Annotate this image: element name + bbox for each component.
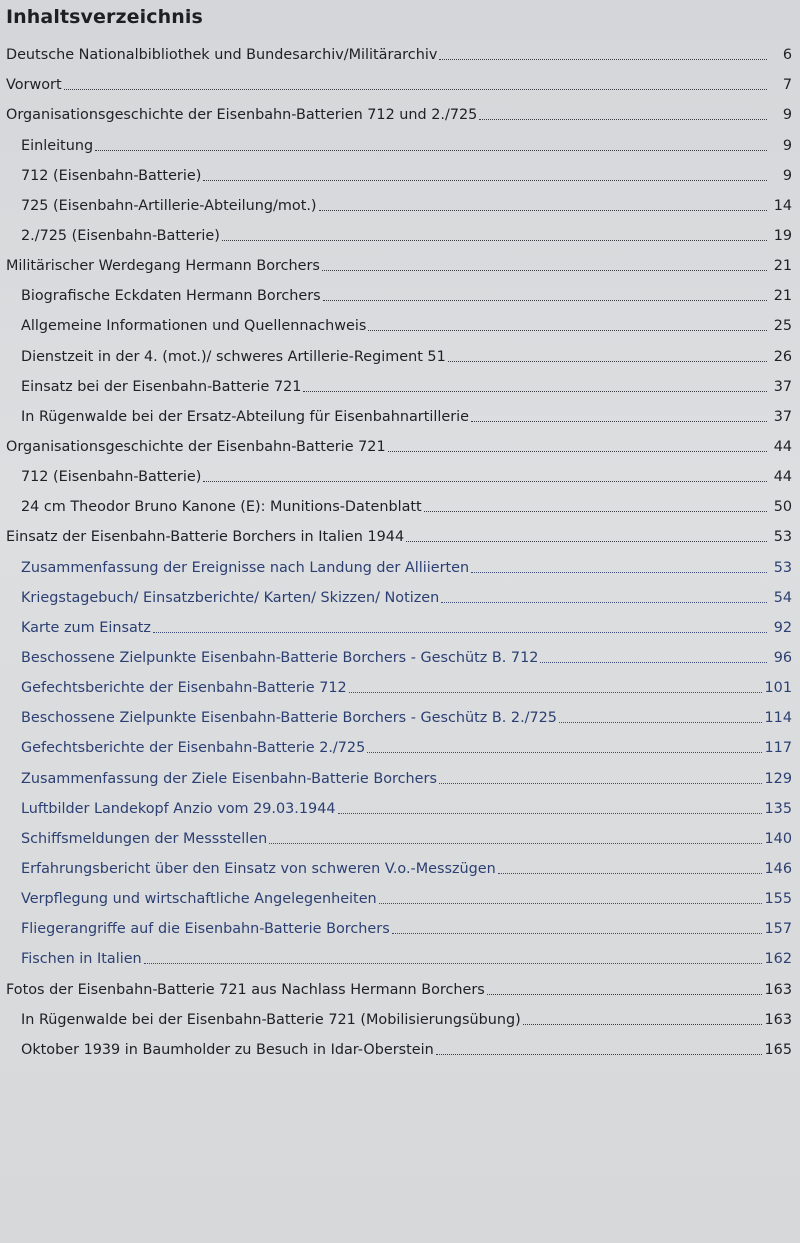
- toc-dot-leader: [303, 391, 767, 392]
- toc-subsection-entry[interactable]: [0, 456, 800, 486]
- toc-subsection-entry[interactable]: [0, 366, 800, 396]
- toc-section-entry[interactable]: [0, 968, 800, 998]
- toc-list: [0, 34, 800, 1059]
- toc-page-number: 44: [773, 469, 792, 486]
- toc-page-number: 140: [764, 830, 792, 847]
- toc-subsection-entry[interactable]: [0, 637, 800, 667]
- toc-entry-title: Einleitung: [21, 137, 94, 154]
- toc-dot-leader: [392, 933, 762, 934]
- toc-entry-title: Zusammenfassung der Ziele Eisenbahn-Batterie Borchers: [21, 770, 437, 787]
- toc-subsection-entry[interactable]: [0, 757, 800, 787]
- toc-page-number: 53: [773, 559, 792, 576]
- toc-subsection-entry[interactable]: [0, 335, 800, 365]
- toc-page-number: 135: [764, 800, 792, 817]
- toc-entry-title: Oktober 1939 in Baumholder zu Besuch in Idar-Oberstein: [21, 1041, 434, 1058]
- toc-subsection-entry[interactable]: [0, 727, 800, 757]
- toc-subsection-entry[interactable]: [0, 124, 800, 154]
- toc-entry-title: Deutsche Nationalbibliothek und Bundesarchiv/Militärarchiv: [6, 47, 438, 64]
- toc-entry-title: 24 cm Theodor Bruno Kanone (E): Munitions-Datenblatt: [21, 499, 422, 516]
- toc-dot-leader: [471, 421, 767, 422]
- toc-subsection-entry[interactable]: [0, 305, 800, 335]
- toc-page-number: 54: [773, 589, 792, 606]
- toc-page-number: 53: [773, 529, 792, 546]
- toc-page-number: 163: [764, 981, 792, 998]
- toc-entry-title: Beschossene Zielpunkte Eisenbahn-Batterie Borchers - Geschütz B. 712: [21, 649, 539, 666]
- toc-entry-title: Karte zum Einsatz: [21, 619, 151, 636]
- toc-dot-leader: [203, 180, 767, 181]
- toc-page-number: 146: [764, 860, 792, 877]
- toc-entry-title: Gefechtsberichte der Eisenbahn-Batterie 712: [21, 680, 347, 697]
- toc-page-number: 165: [764, 1041, 792, 1058]
- toc-entry-title: Kriegstagebuch/ Einsatzberichte/ Karten/ Skizzen/ Notizen: [21, 589, 440, 606]
- toc-entry-title: 712 (Eisenbahn-Batterie): [21, 167, 202, 184]
- toc-dot-leader: [479, 119, 767, 120]
- page-title: Inhaltsverzeichnis: [6, 6, 203, 28]
- toc-page-number: 9: [782, 107, 792, 124]
- toc-entry-title: 725 (Eisenbahn-Artillerie-Abteilung/mot.): [21, 197, 317, 214]
- toc-entry-title: Organisationsgeschichte der Eisenbahn-Batterie 721: [6, 438, 386, 455]
- toc-dot-leader: [269, 843, 761, 844]
- toc-dot-leader: [388, 451, 767, 452]
- toc-dot-leader: [487, 994, 762, 995]
- toc-dot-leader: [349, 692, 762, 693]
- toc-dot-leader: [379, 903, 762, 904]
- toc-entry-title: Zusammenfassung der Ereignisse nach Landung der Alliierten: [21, 559, 470, 576]
- toc-dot-leader: [64, 89, 767, 90]
- toc-entry-title: In Rügenwalde bei der Eisenbahn-Batterie 721 (Mobilisierungsübung): [21, 1011, 521, 1028]
- toc-dot-leader: [203, 481, 767, 482]
- toc-entry-title: In Rügenwalde bei der Ersatz-Abteilung für Eisenbahnartillerie: [21, 408, 469, 425]
- toc-dot-leader: [540, 662, 767, 663]
- toc-dot-leader: [144, 963, 762, 964]
- toc-entry-title: Einsatz bei der Eisenbahn-Batterie 721: [21, 378, 302, 395]
- toc-page-number: 92: [773, 619, 792, 636]
- toc-dot-leader: [95, 150, 767, 151]
- toc-page-number: 155: [764, 891, 792, 908]
- toc-subsection-entry[interactable]: [0, 577, 800, 607]
- toc-page-number: 37: [773, 378, 792, 395]
- toc-page-number: 7: [782, 77, 792, 94]
- toc-page-number: 9: [782, 137, 792, 154]
- toc-entry-title: Militärischer Werdegang Hermann Borchers: [6, 258, 320, 275]
- toc-entry-title: Fliegerangriffe auf die Eisenbahn-Batterie Borchers: [21, 921, 390, 938]
- toc-page-number: 163: [764, 1011, 792, 1028]
- toc-subsection-entry[interactable]: [0, 818, 800, 848]
- toc-page-number: 114: [764, 710, 792, 727]
- toc-dot-leader: [406, 541, 767, 542]
- toc-subsection-entry[interactable]: [0, 848, 800, 878]
- toc-page-number: 21: [773, 288, 792, 305]
- toc-subsection-entry[interactable]: [0, 908, 800, 938]
- toc-entry-title: Einsatz der Eisenbahn-Batterie Borchers in Italien 1944: [6, 529, 405, 546]
- toc-dot-leader: [319, 210, 767, 211]
- toc-section-entry[interactable]: [0, 94, 800, 124]
- toc-entry-title: Biografische Eckdaten Hermann Borchers: [21, 288, 321, 305]
- toc-dot-leader: [424, 511, 767, 512]
- toc-subsection-entry[interactable]: [0, 486, 800, 516]
- toc-dot-leader: [368, 330, 767, 331]
- toc-entry-title: Fischen in Italien: [21, 951, 142, 968]
- toc-dot-leader: [439, 59, 767, 60]
- toc-subsection-entry[interactable]: [0, 1029, 800, 1059]
- toc-subsection-entry[interactable]: [0, 155, 800, 185]
- toc-dot-leader: [367, 752, 761, 753]
- toc-subsection-entry[interactable]: [0, 185, 800, 215]
- toc-page-number: 6: [782, 47, 792, 64]
- toc-subsection-entry[interactable]: [0, 396, 800, 426]
- toc-dot-leader: [153, 632, 767, 633]
- toc-dot-leader: [471, 572, 767, 573]
- toc-subsection-entry[interactable]: [0, 999, 800, 1029]
- toc-entry-title: Allgemeine Informationen und Quellennachweis: [21, 318, 367, 335]
- toc-entry-title: 712 (Eisenbahn-Batterie): [21, 469, 202, 486]
- toc-entry-title: Verpflegung und wirtschaftliche Angelegenheiten: [21, 891, 377, 908]
- toc-dot-leader: [338, 813, 762, 814]
- toc-page-number: 44: [773, 438, 792, 455]
- toc-entry-title: 2./725 (Eisenbahn-Batterie): [21, 227, 220, 244]
- toc-page-number: 96: [773, 649, 792, 666]
- toc-entry-title: Vorwort: [6, 77, 62, 94]
- toc-page-number: 117: [764, 740, 792, 757]
- toc-entry-title: Erfahrungsbericht über den Einsatz von schweren V.o.-Messzügen: [21, 860, 496, 877]
- toc-section-entry[interactable]: [0, 245, 800, 275]
- toc-page-number: 37: [773, 408, 792, 425]
- toc-entry-title: Luftbilder Landekopf Anzio vom 29.03.1944: [21, 800, 336, 817]
- toc-subsection-entry[interactable]: [0, 607, 800, 637]
- toc-dot-leader: [436, 1054, 762, 1055]
- toc-dot-leader: [322, 270, 767, 271]
- toc-entry-title: Beschossene Zielpunkte Eisenbahn-Batterie Borchers - Geschütz B. 2./725: [21, 710, 557, 727]
- toc-dot-leader: [498, 873, 762, 874]
- toc-page-number: 21: [773, 258, 792, 275]
- toc-dot-leader: [448, 361, 767, 362]
- toc-page-number: 14: [773, 197, 792, 214]
- toc-subsection-entry[interactable]: [0, 878, 800, 908]
- toc-entry-title: Dienstzeit in der 4. (mot.)/ schweres Artillerie-Regiment 51: [21, 348, 446, 365]
- toc-subsection-entry[interactable]: [0, 215, 800, 245]
- toc-subsection-entry[interactable]: [0, 667, 800, 697]
- toc-dot-leader: [441, 602, 767, 603]
- toc-page-number: 162: [764, 951, 792, 968]
- toc-page-number: 129: [764, 770, 792, 787]
- toc-entry-title: Schiffsmeldungen der Messstellen: [21, 830, 268, 847]
- toc-page-number: 50: [773, 499, 792, 516]
- toc-page-number: 9: [782, 167, 792, 184]
- toc-entry-title: Gefechtsberichte der Eisenbahn-Batterie 2./725: [21, 740, 366, 757]
- toc-dot-leader: [559, 722, 762, 723]
- toc-subsection-entry[interactable]: [0, 938, 800, 968]
- toc-page-number: 157: [764, 921, 792, 938]
- toc-section-entry[interactable]: [0, 64, 800, 94]
- toc-page-number: 101: [764, 680, 792, 697]
- toc-page-number: 19: [773, 227, 792, 244]
- toc-dot-leader: [523, 1024, 762, 1025]
- toc-subsection-entry[interactable]: [0, 546, 800, 576]
- toc-entry-title: Organisationsgeschichte der Eisenbahn-Batterien 712 und 2./725: [6, 107, 478, 124]
- toc-subsection-entry[interactable]: [0, 788, 800, 818]
- toc-dot-leader: [222, 240, 767, 241]
- toc-entry-title: Fotos der Eisenbahn-Batterie 721 aus Nachlass Hermann Borchers: [6, 981, 485, 998]
- toc-section-entry[interactable]: [0, 34, 800, 64]
- toc-section-entry[interactable]: [0, 516, 800, 546]
- toc-subsection-entry[interactable]: [0, 697, 800, 727]
- toc-dot-leader: [439, 783, 762, 784]
- toc-dot-leader: [323, 300, 767, 301]
- toc-page-number: 25: [773, 318, 792, 335]
- toc-section-entry[interactable]: [0, 426, 800, 456]
- toc-subsection-entry[interactable]: [0, 275, 800, 305]
- toc-page-number: 26: [773, 348, 792, 365]
